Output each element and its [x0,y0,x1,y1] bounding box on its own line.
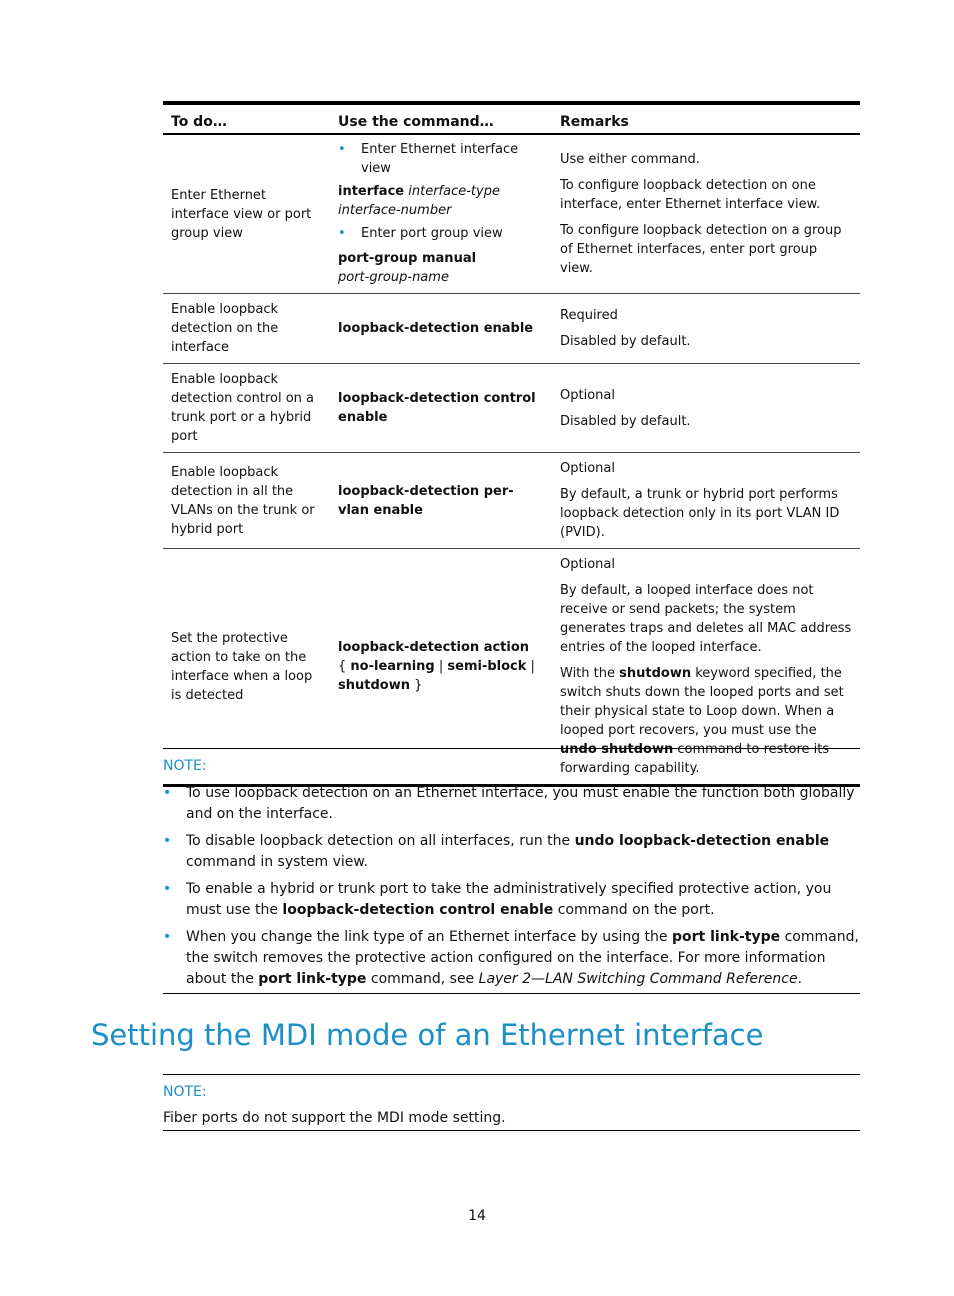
remark-text: To configure loopback detection on one interface, enter Ethernet interface view. [560,178,821,212]
note-box [163,748,860,994]
note-label: NOTE: [163,758,207,774]
note-box [163,1074,860,1131]
page-number: 14 [468,1208,486,1224]
list-item [163,927,860,990]
bullet-icon: • [163,833,172,849]
bullet-icon: • [163,929,172,945]
note-keyword: loopback-detection control enable [282,902,554,918]
document-reference: Layer 2—LAN Switching Command Reference [478,971,798,987]
header-remarks: Remarks [552,103,860,134]
note-fragment: command on the port. [557,902,715,918]
brace-open: { [338,659,347,674]
list-item [163,879,860,921]
bullet-text: Enter port group view [361,226,503,241]
command-cell: loopback-detection per-vlan enable [330,453,552,549]
table-row [163,453,860,549]
note-fragment: command in system view. [186,854,369,870]
command-cell: loopback-detection enable [330,294,552,364]
table-header-row [163,103,860,134]
note-fragment: . [797,971,803,987]
command-option: semi-block [447,659,527,674]
note-text [186,879,860,921]
note-fragment: command, the switch removes the protective action configured on the interface. For more information about the [186,929,859,987]
note-fragment: To disable loopback detection on all interfaces, run the [186,833,571,849]
note-list [163,783,860,990]
command-option: no-learning [350,659,435,674]
remarks-cell [552,453,860,549]
command-argument: port-group-name [338,270,449,285]
remark-fragment: keyword specified, the switch shuts down the looped ports and set their physical state to Loop down. When a looped port recovers, you must use the [560,666,844,738]
command-cell [330,134,552,294]
table-row [163,364,860,453]
table-row [163,294,860,364]
option-separator: | [438,659,444,674]
note-text [186,927,860,990]
list-item [163,831,860,873]
remarks-cell [552,134,860,294]
command-text [338,182,544,220]
command-text [338,249,544,287]
remark-fragment: With the [560,666,615,681]
note-keyword: port link-type [258,971,367,987]
option-separator: | [530,659,535,674]
note-text: Fiber ports do not support the MDI mode setting. [163,1110,506,1126]
command-cell: loopback-detection control enable [330,364,552,453]
note-keyword: undo loopback-detection enable [574,833,830,849]
remarks-cell [552,364,860,453]
brace-close: } [414,678,423,693]
note-fragment: command, see [370,971,475,987]
remark-keyword: undo shutdown [560,742,674,757]
todo-cell: Enter Ethernet interface view or port group view [171,187,312,241]
remark-fragment: command to restore its forwarding capability. [560,742,830,776]
remark-text: By default, a trunk or hybrid port performs loopback detection only in its port VLAN ID (PVID). [560,487,840,540]
remark-text: Optional [560,557,615,572]
header-todo: To do… [163,103,330,134]
note-fragment: When you change the link type of an Ethernet interface by using the [186,929,668,945]
command-keyword: interface [338,184,405,199]
remark-text: Disabled by default. [560,334,691,349]
remarks-cell [552,294,860,364]
note-fragment: To enable a hybrid or trunk port to take the administratively specified protective action, you must use the [186,881,832,918]
list-item [338,224,544,243]
bullet-icon: • [163,785,172,801]
note-keyword: port link-type [671,929,781,945]
table-row [163,134,860,294]
todo-cell: Enable loopback detection in all the VLANs on the trunk or hybrid port [163,453,330,549]
bullet-icon: • [163,881,172,897]
command-keyword: port-group manual [338,251,477,266]
remark-text: Disabled by default. [560,413,691,429]
bullet-icon: • [338,226,346,241]
remark-text: Optional [560,387,615,403]
list-item [163,783,860,825]
note-text: To use loopback detection on an Ethernet interface, you must enable the function both globally and on the interface. [186,785,855,822]
command-keyword: loopback-detection action [338,640,530,655]
remark-text: Required [560,308,618,323]
bullet-text: Enter Ethernet interface view [361,142,519,176]
todo-cell: Set the protective action to take on the interface when a loop is detected [163,549,330,786]
remark-text: Use either command. [560,152,700,167]
remark-text: Optional [560,461,615,476]
list-item [338,140,544,178]
todo-cell: Enable loopback detection on the interface [163,294,330,364]
todo-cell: Enable loopback detection control on a trunk port or a hybrid port [163,364,330,453]
note-label: NOTE: [163,1084,207,1100]
command-option: shutdown [338,678,410,693]
header-command: Use the command… [330,103,552,134]
remark-text: To configure loopback detection on a group of Ethernet interfaces, enter port group view. [560,223,842,276]
command-table [163,101,860,787]
section-heading: Setting the MDI mode of an Ethernet interface [91,1018,764,1052]
bullet-icon: • [338,142,346,157]
remark-keyword: shutdown [619,666,692,681]
note-text [186,831,860,873]
remark-text: By default, a looped interface does not receive or send packets; the system generates traps and deletes all MAC address entries of the looped interface. [560,583,852,655]
command-argument: interface-type interface-number [338,184,500,218]
